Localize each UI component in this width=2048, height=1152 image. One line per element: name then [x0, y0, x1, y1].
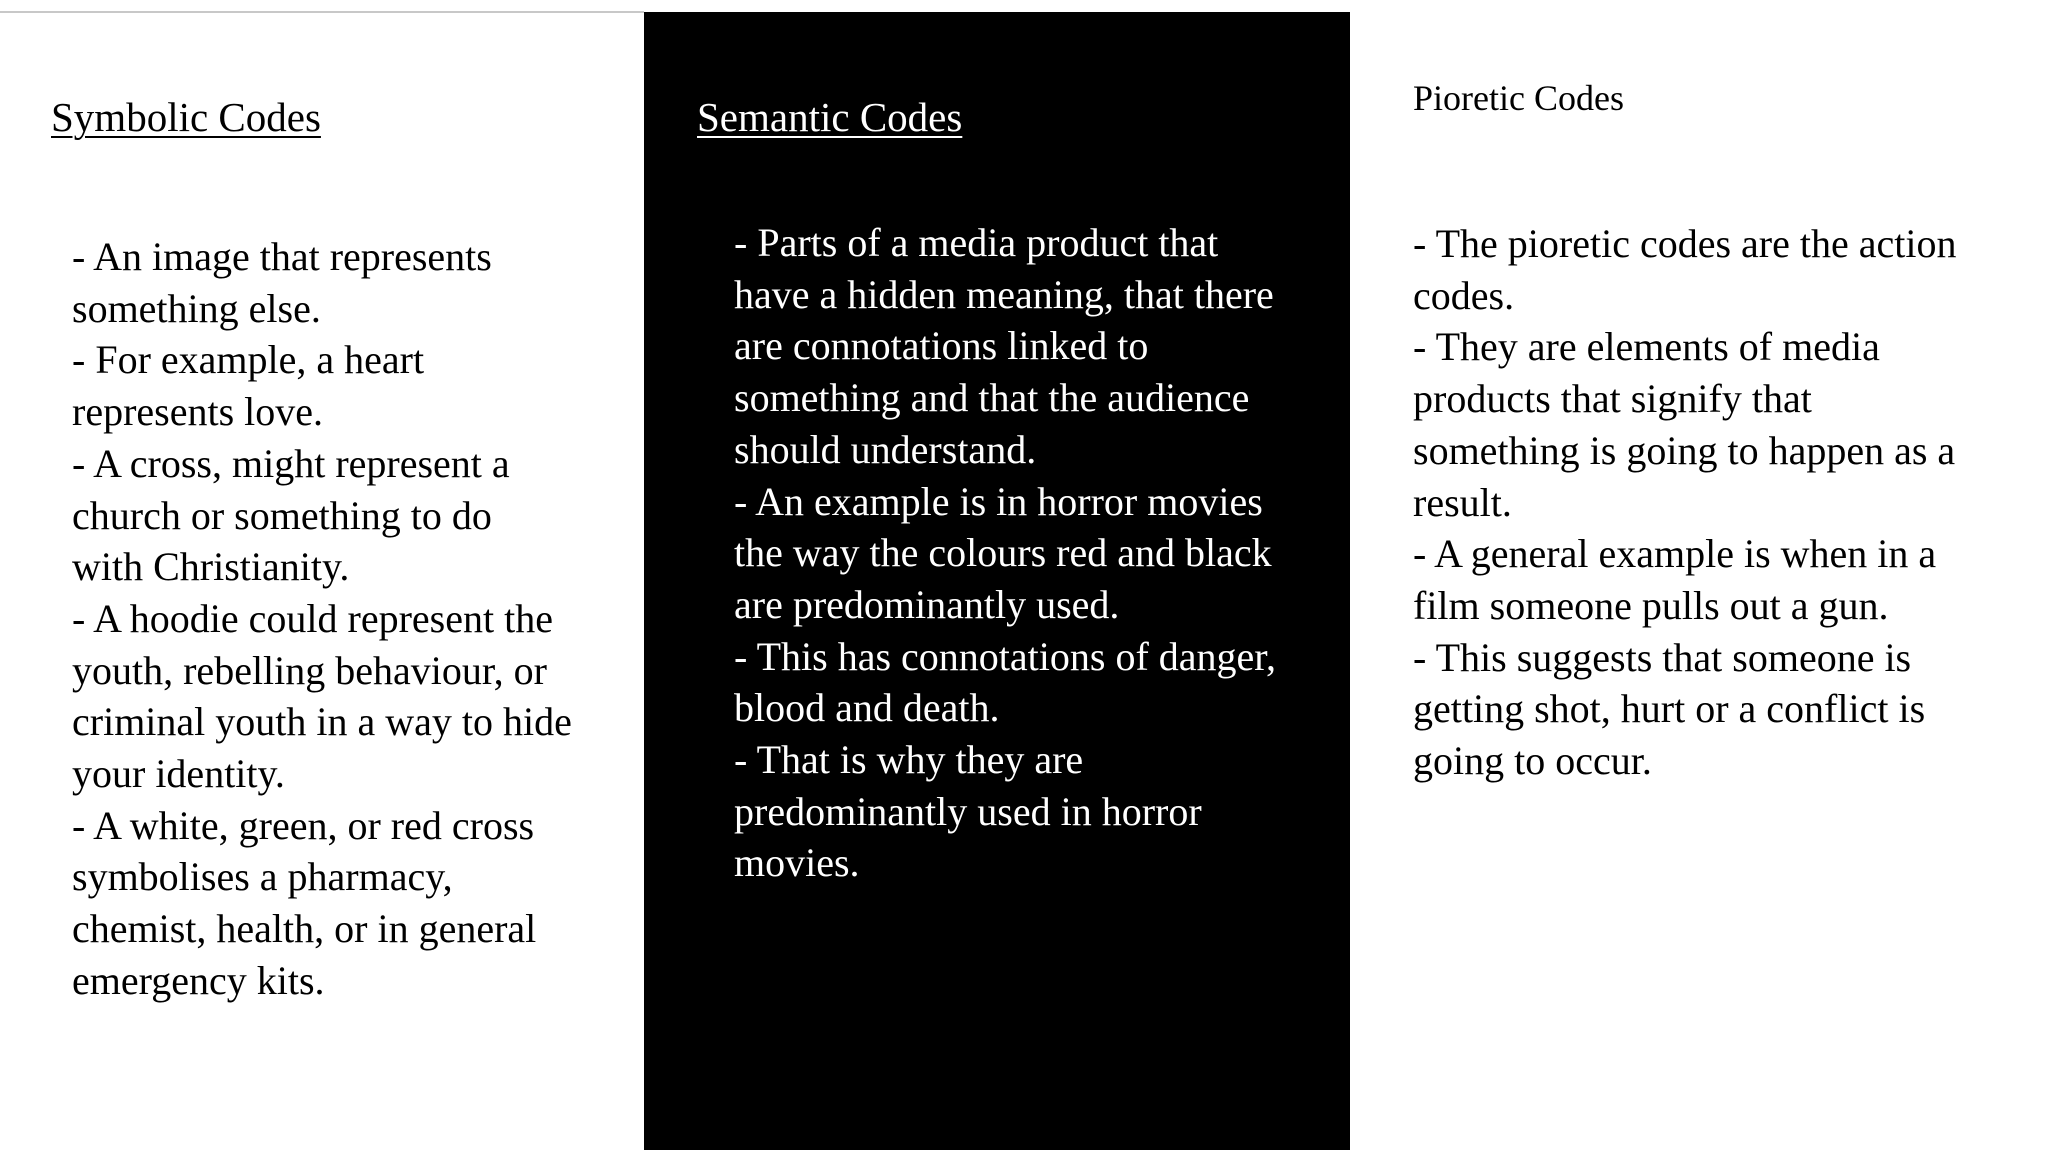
list-item: - An example is in horror movies the way the colours red and black are predominantly used.	[734, 478, 1272, 627]
list-item: - A hoodie could represent the youth, rebelling behaviour, or criminal youth in a way to hide your identity.	[72, 595, 572, 797]
symbolic-codes-list	[72, 231, 572, 1007]
pioretic-codes-heading: Pioretic Codes	[1413, 78, 1624, 118]
symbolic-codes-heading: Symbolic Codes	[51, 94, 321, 140]
list-item: - For example, a heart represents love.	[72, 337, 425, 435]
semantic-codes-column	[644, 12, 1350, 1150]
list-item: - A cross, might represent a church or something to do with Christianity.	[72, 440, 510, 590]
list-item: - An image that represents something else.	[72, 234, 492, 331]
list-item: - Parts of a media product that have a hidden meaning, that there are connotations linked to something and that the audience should understand.	[734, 220, 1274, 472]
list-item: - A general example is when in a film someone pulls out a gun.	[1413, 531, 1937, 628]
list-item: - This has connotations of danger, blood and death.	[734, 633, 1276, 731]
list-item: - The pioretic codes are the action codes.	[1413, 221, 1957, 318]
list-item: - A white, green, or red cross symbolises a pharmacy, chemist, health, or in general emergency kits.	[72, 802, 537, 1003]
list-item: - This suggests that someone is getting shot, hurt or a conflict is going to occur.	[1413, 634, 1926, 784]
list-item: - That is why they are predominantly used in horror movies.	[734, 737, 1202, 886]
semantic-codes-heading: Semantic Codes	[697, 94, 963, 140]
pioretic-codes-list	[1413, 218, 1973, 787]
pioretic-codes-column	[1350, 0, 2048, 1152]
symbolic-codes-column	[0, 13, 644, 1152]
list-item: - They are elements of media products that signify that something is going to happen as a result.	[1413, 324, 1956, 525]
semantic-codes-list	[734, 217, 1294, 889]
